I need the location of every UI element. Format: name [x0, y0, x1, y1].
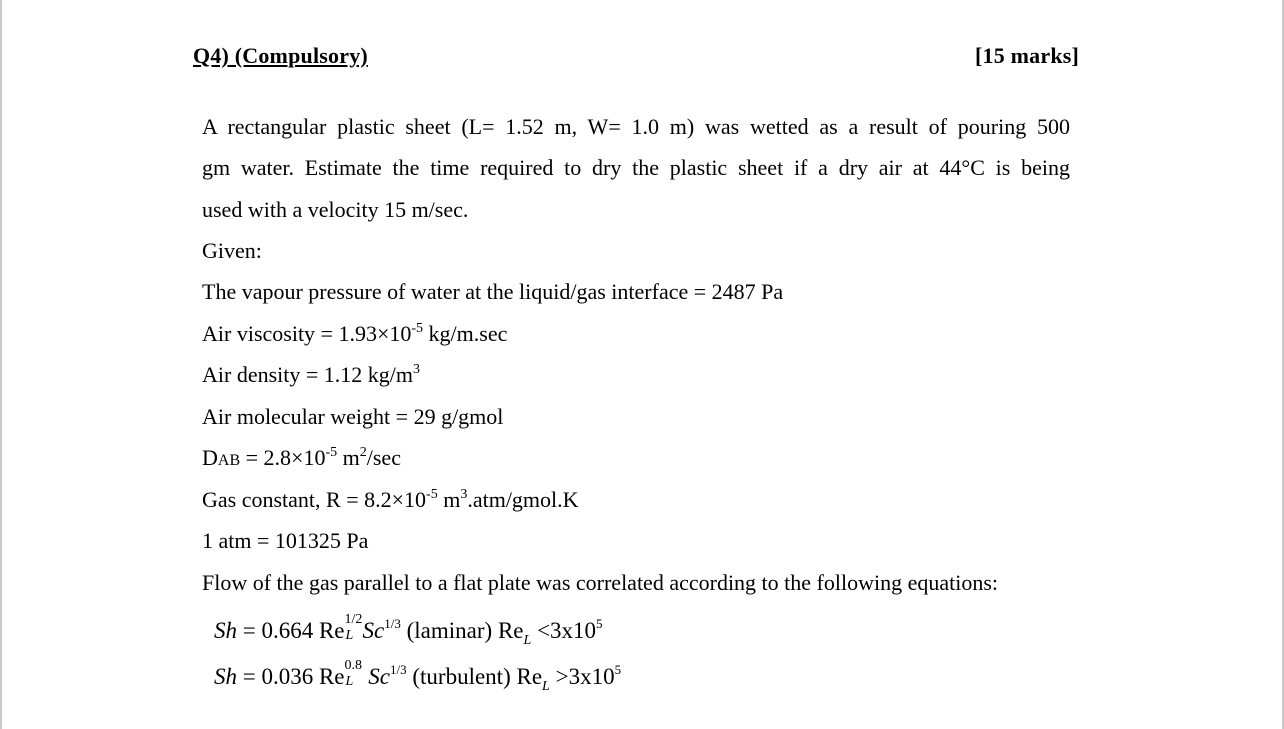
turbulent-condition: >3x10	[549, 664, 615, 689]
laminar-condition-exponent: 5	[596, 616, 603, 631]
dab-unit: m	[337, 445, 360, 470]
question-heading: Q4) (Compulsory)	[193, 43, 368, 68]
density-value: Air density = 1.12 kg/m	[202, 362, 414, 387]
gas-constant-line	[202, 489, 579, 511]
gas-constant-exponent: -5	[426, 487, 438, 502]
paragraph-line-3: used with a velocity 15 m/sec.	[202, 197, 469, 222]
turbulent-condition-exponent: 5	[614, 662, 622, 677]
air-viscosity-line	[202, 323, 507, 345]
atm-line: 1 atm = 101325 Pa	[202, 528, 369, 553]
re-subscript: L	[345, 674, 354, 689]
given-title: Given:	[202, 238, 262, 263]
re-condition: Re	[492, 618, 524, 643]
sc-symbol: Sc	[362, 618, 385, 643]
dab-unit-exponent: 2	[359, 445, 367, 460]
flow-line: Flow of the gas parallel to a flat plate was correlated according to the following equations:	[202, 570, 999, 595]
paragraph-line-2: gm water. Estimate the time required to dry the plastic sheet if a dry air at 44°C is being	[202, 155, 1070, 180]
re-condition-subscript: L	[523, 633, 532, 648]
sc-exponent: 1/3	[390, 662, 407, 677]
molecular-weight-line: Air molecular weight = 29 g/gmol	[202, 404, 504, 429]
air-density-line	[202, 364, 420, 386]
marks-label: [15 marks]	[975, 43, 1080, 68]
laminar-equation	[214, 612, 603, 648]
viscosity-value: Air viscosity = 1.93×10	[202, 321, 412, 346]
sh-symbol: Sh	[214, 618, 237, 643]
laminar-condition: <3x10	[531, 618, 597, 643]
gas-constant-value: Gas constant, R = 8.2×10	[202, 487, 427, 512]
sc-symbol: Sc	[368, 664, 390, 689]
dab-symbol: D	[202, 445, 218, 470]
re-subscript: L	[345, 628, 354, 643]
gas-constant-unit-exponent: 3	[460, 487, 468, 502]
re-exponent-stack	[344, 658, 363, 689]
re-exponent: 1/2	[344, 612, 363, 627]
viscosity-unit: kg/m.sec	[423, 321, 508, 346]
sh-symbol: Sh	[214, 664, 237, 689]
viscosity-exponent: -5	[411, 321, 424, 336]
diffusivity-line	[202, 447, 401, 469]
re-condition-subscript: L	[542, 679, 550, 694]
sc-exponent: 1/3	[384, 616, 401, 631]
re-exponent: 0.8	[344, 658, 363, 673]
turbulent-coefficient: = 0.036 Re	[237, 664, 345, 689]
dab-unit-rest: /sec	[366, 445, 401, 470]
re-exponent-stack	[344, 612, 363, 643]
dab-exponent: -5	[325, 445, 338, 460]
gas-constant-unit-rest: .atm/gmol.K	[467, 487, 579, 512]
density-exponent: 3	[413, 362, 421, 377]
dab-subscript: AB	[217, 452, 241, 469]
dab-value: = 2.8×10	[240, 445, 326, 470]
gas-constant-unit: m	[437, 487, 461, 512]
turbulent-regime: (turbulent)	[412, 664, 511, 689]
laminar-coefficient: = 0.664 Re	[237, 618, 345, 643]
laminar-regime: (laminar)	[406, 618, 493, 643]
re-condition: Re	[510, 664, 543, 689]
vapour-pressure-line: The vapour pressure of water at the liquid/gas interface = 2487 Pa	[202, 279, 784, 304]
paragraph-line-1: A rectangular plastic sheet (L= 1.52 m, W= 1.0 m) was wetted as a result of pouring 500	[202, 114, 1070, 139]
page-left-border	[0, 0, 2, 729]
turbulent-equation	[214, 658, 622, 694]
